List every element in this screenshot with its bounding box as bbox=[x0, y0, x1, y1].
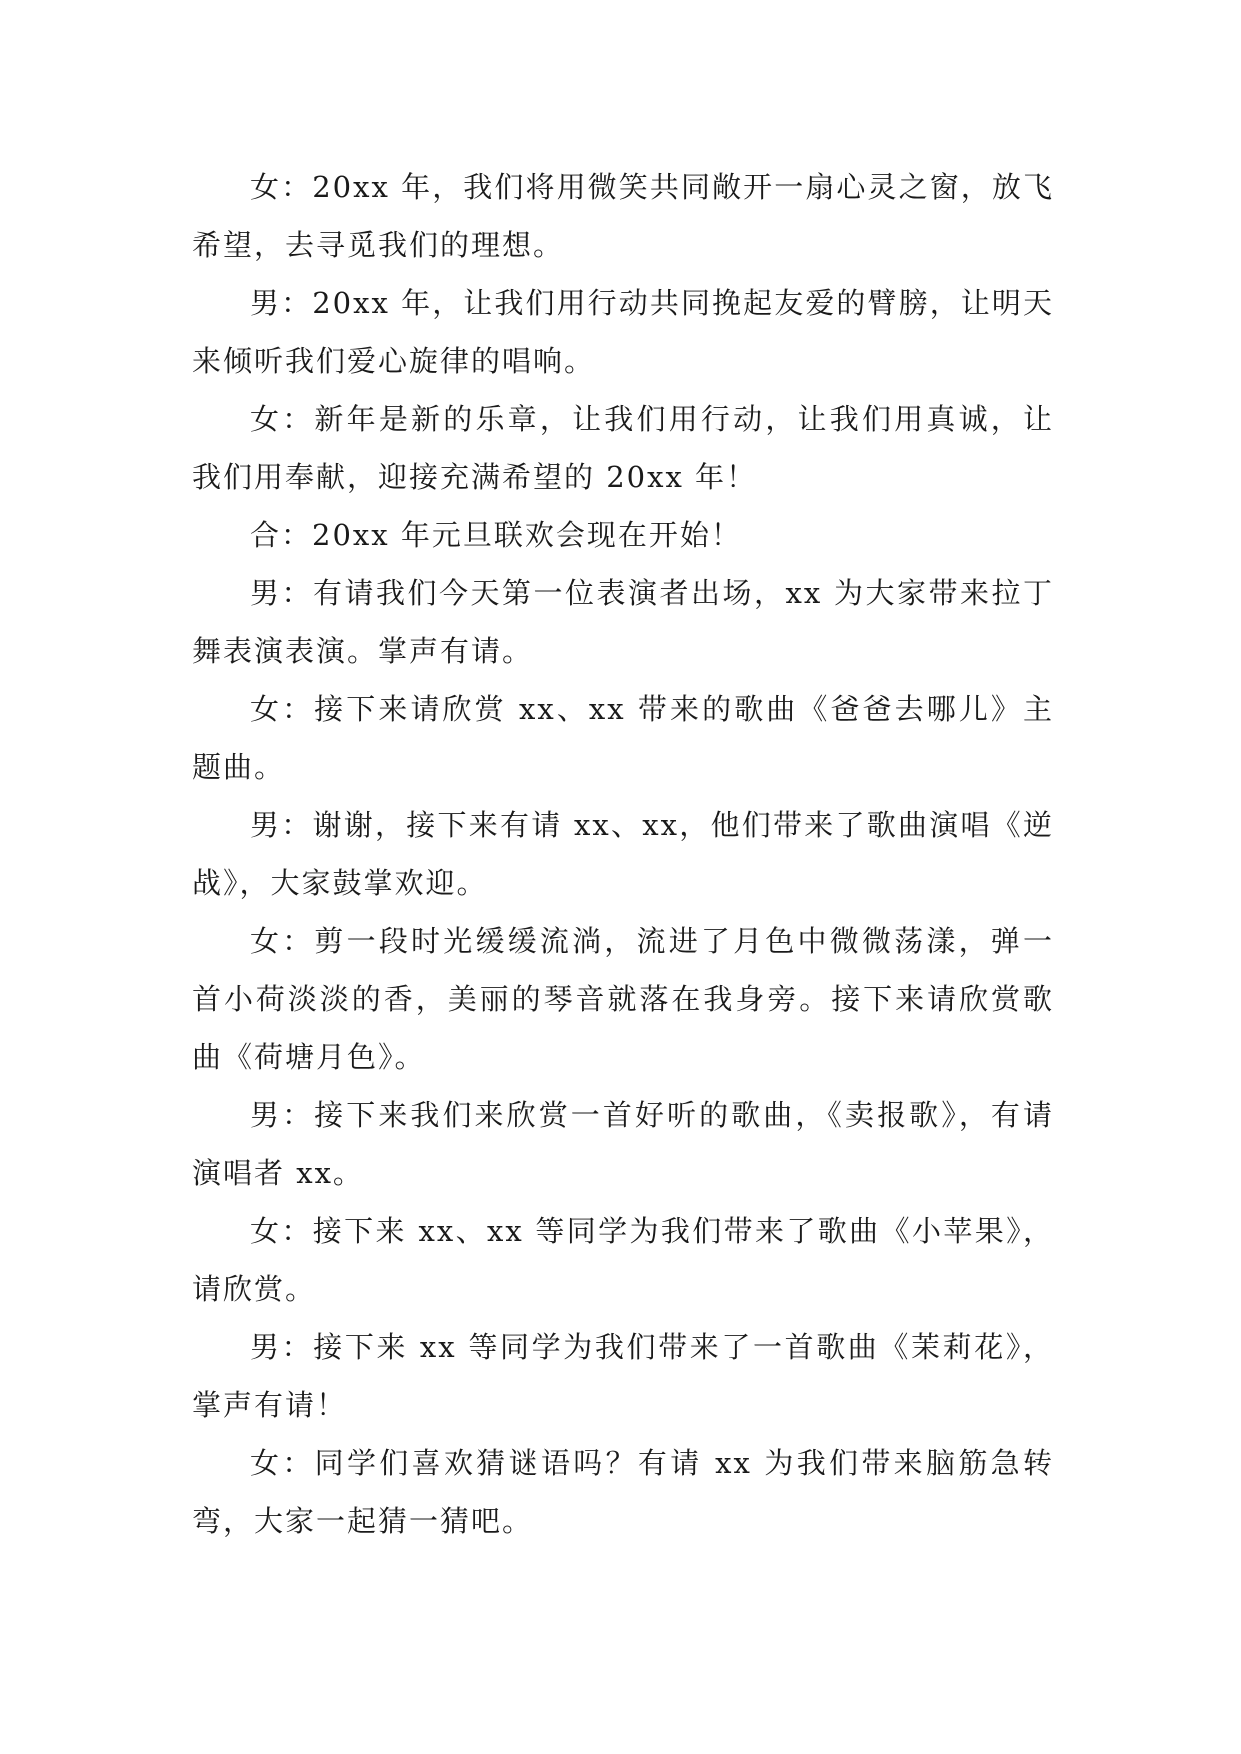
paragraph: 男：谢谢，接下来有请 xx、xx，他们带来了歌曲演唱《逆战》，大家鼓掌欢迎。 bbox=[192, 808, 1054, 900]
paragraph: 女：接下来 xx、xx 等同学为我们带来了歌曲《小苹果》，请欣赏。 bbox=[192, 1214, 1054, 1306]
paragraph: 男：接下来我们来欣赏一首好听的歌曲，《卖报歌》，有请演唱者 xx。 bbox=[192, 1098, 1054, 1190]
paragraph: 男：接下来 xx 等同学为我们带来了一首歌曲《茉莉花》，掌声有请！ bbox=[192, 1330, 1054, 1422]
document-body bbox=[192, 158, 1054, 1550]
paragraph: 女：剪一段时光缓缓流淌，流进了月色中微微荡漾，弹一首小荷淡淡的香，美丽的琴音就落在我身旁。接下来请欣赏歌曲《荷塘月色》。 bbox=[192, 924, 1054, 1074]
paragraph: 女：同学们喜欢猜谜语吗？有请 xx 为我们带来脑筋急转弯，大家一起猜一猜吧。 bbox=[192, 1446, 1054, 1538]
paragraph: 合：20xx 年元旦联欢会现在开始！ bbox=[250, 518, 742, 552]
paragraph: 男：有请我们今天第一位表演者出场，xx 为大家带来拉丁舞表演表演。掌声有请。 bbox=[192, 576, 1054, 668]
paragraph: 女：20xx 年，我们将用微笑共同敞开一扇心灵之窗，放飞希望，去寻觅我们的理想。 bbox=[192, 170, 1054, 262]
paragraph: 男：20xx 年，让我们用行动共同挽起友爱的臂膀，让明天来倾听我们爱心旋律的唱响。 bbox=[192, 286, 1054, 378]
paragraph: 女：接下来请欣赏 xx、xx 带来的歌曲《爸爸去哪儿》主题曲。 bbox=[192, 692, 1054, 784]
paragraph: 女：新年是新的乐章，让我们用行动，让我们用真诚，让我们用奉献，迎接充满希望的 20xx 年！ bbox=[192, 402, 1054, 494]
